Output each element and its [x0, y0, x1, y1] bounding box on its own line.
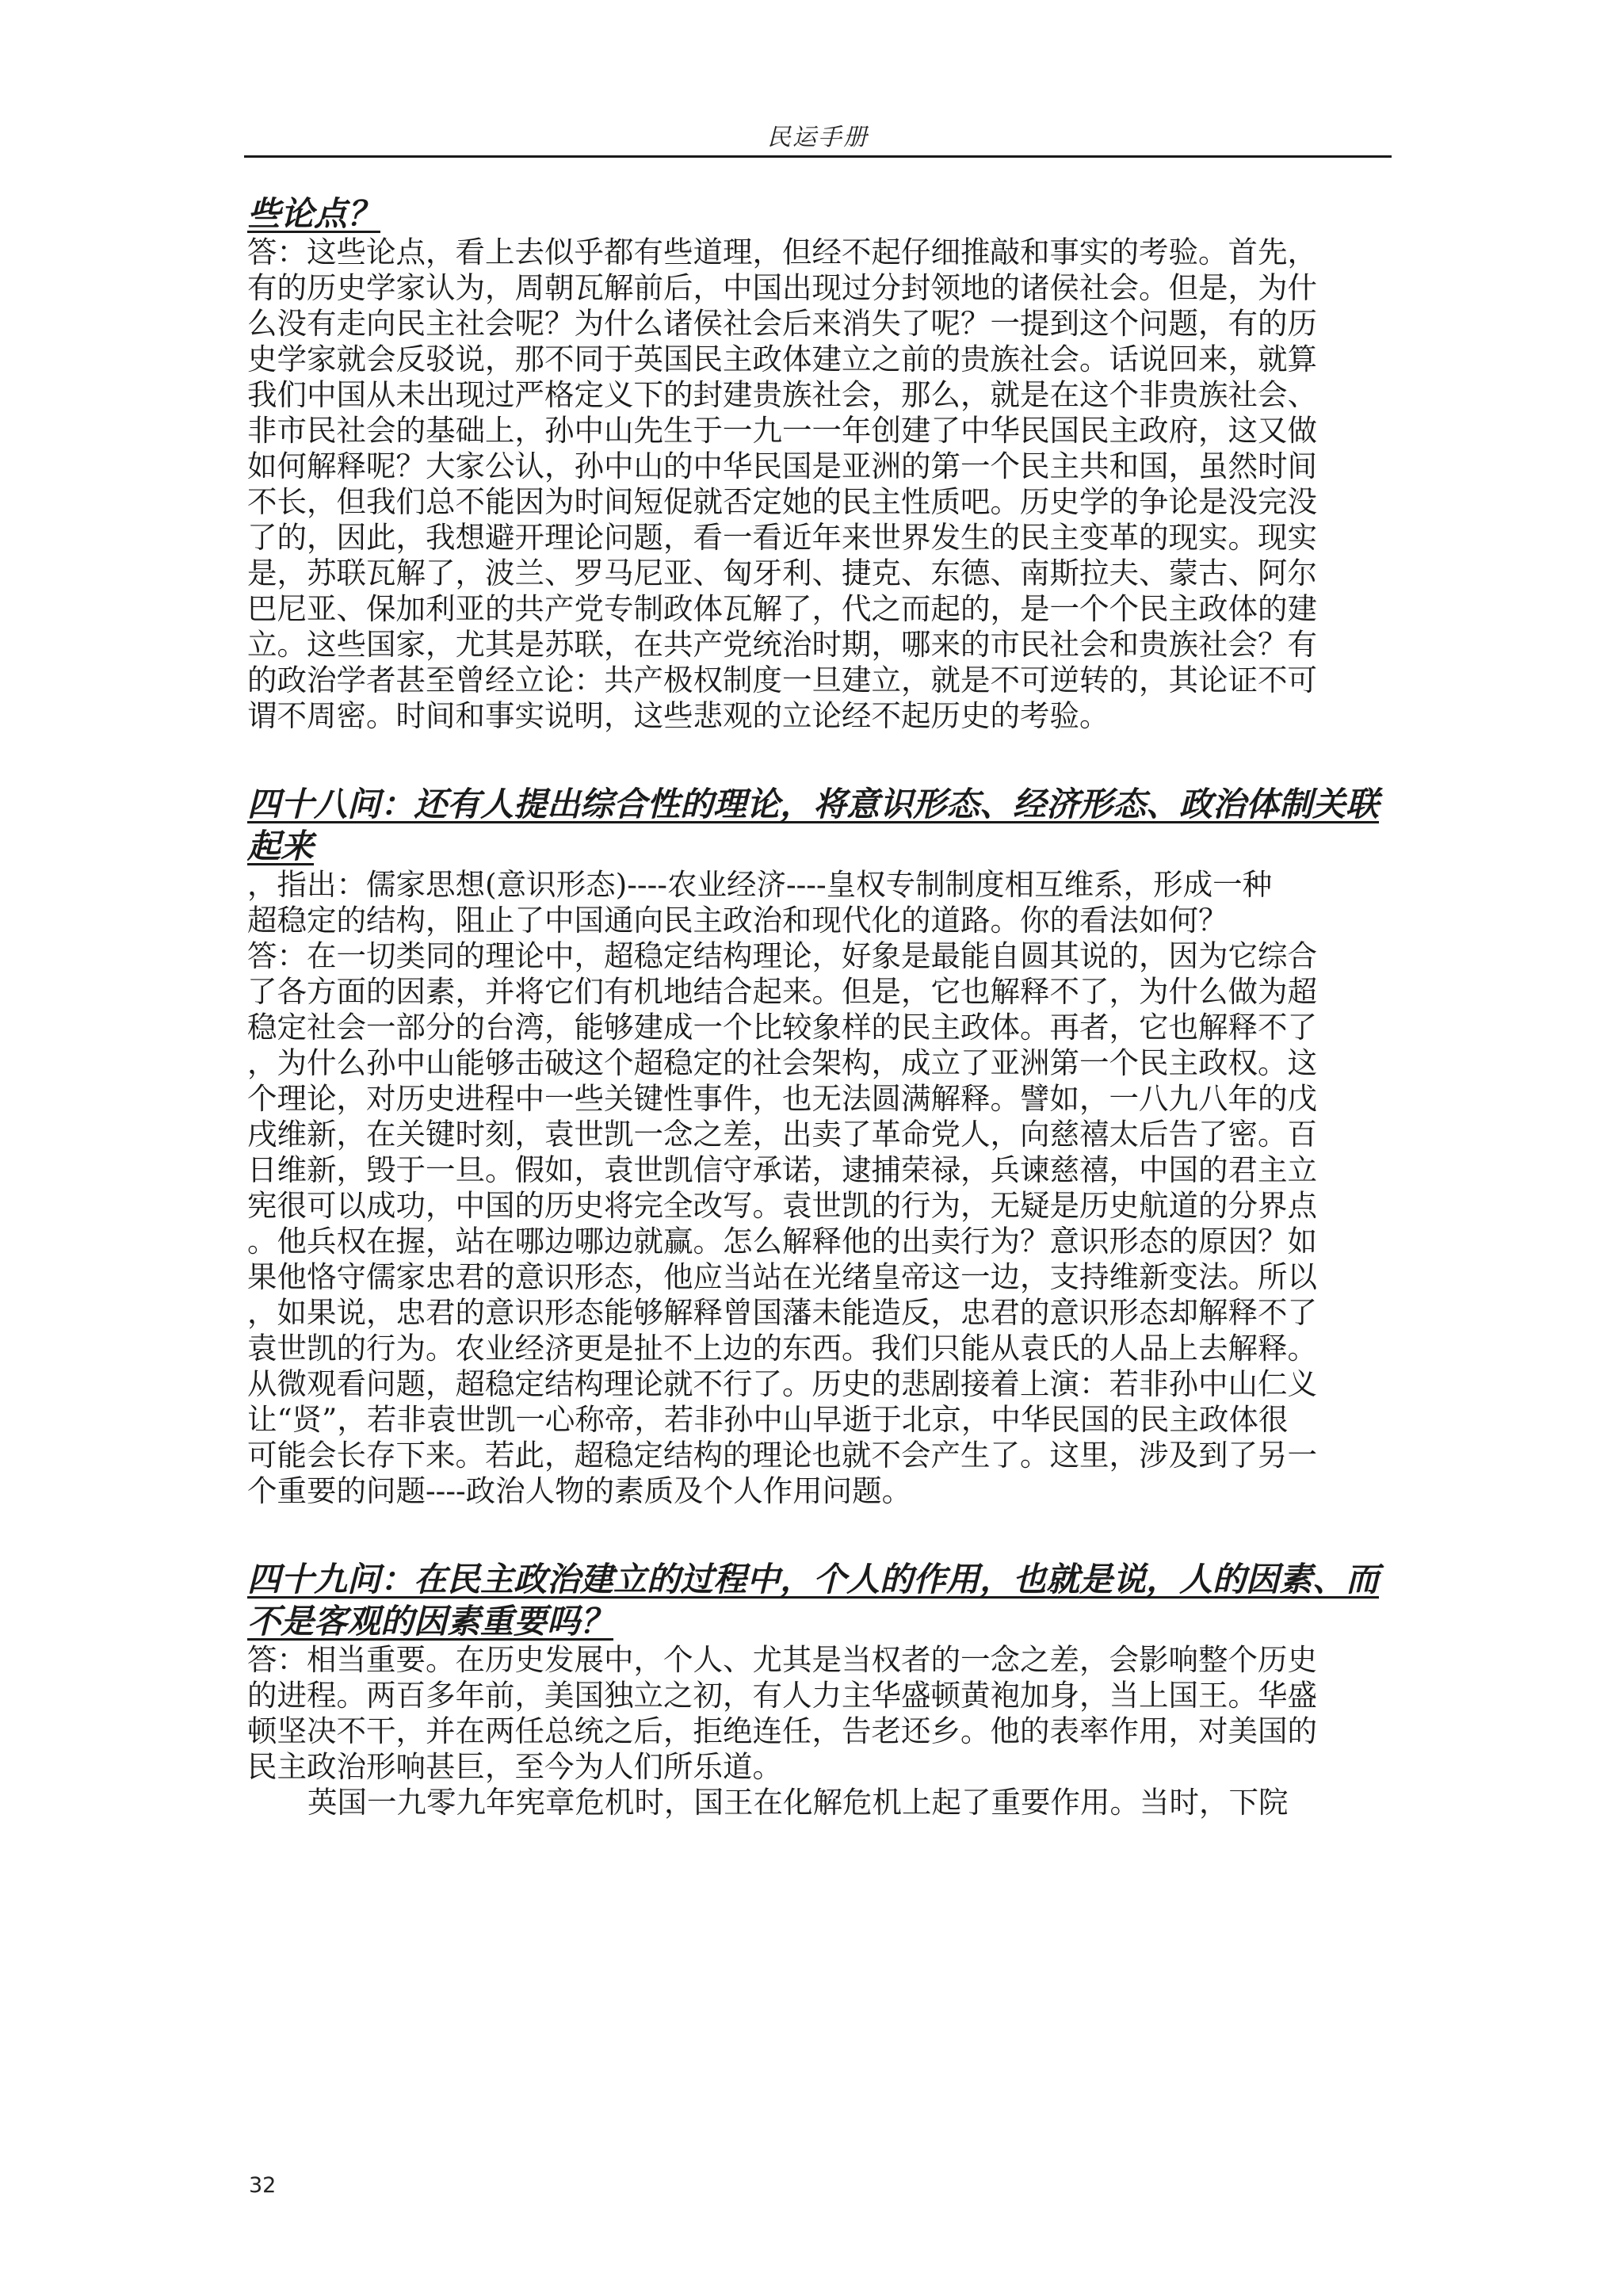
text-line: 。他兵权在握，站在哪边哪边就赢。怎么解释他的出卖行为？意识形态的原因？如 — [247, 1224, 1317, 1259]
text-line: 我们中国从未出现过严格定义下的封建贵族社会，那么，就是在这个非贵族社会、 — [247, 377, 1317, 412]
section-gap — [247, 1509, 1388, 1558]
text-line: 超稳定的结构，阻止了中国通向民主政治和现代化的道路。你的看法如何？ — [247, 903, 1228, 938]
qa-section — [247, 1558, 1388, 1820]
text-line: ，如果说，忠君的意识形态能够解释曾国藩未能造反，忠君的意识形态却解释不了 — [247, 1295, 1317, 1330]
text-line: 宪很可以成功，中国的历史将完全改写。袁世凯的行为，无疑是历史航道的分界点 — [247, 1188, 1317, 1223]
text-line: 史学家就会反驳说，那不同于英国民主政体建立之前的贵族社会。话说回来，就算 — [247, 342, 1317, 376]
text-line: ，为什么孙中山能够击破这个超稳定的社会架构，成立了亚洲第一个民主政权。这 — [247, 1045, 1317, 1080]
page-number: 32 — [249, 2173, 277, 2198]
text-line: 如何解释呢？大家公认，孙中山的中华民国是亚洲的第一个民主共和国，虽然时间 — [247, 449, 1317, 483]
text-line: 从微观看问题，超稳定结构理论就不行了。历史的悲剧接着上演：若非孙中山仁义 — [247, 1366, 1317, 1401]
question-heading — [247, 193, 1388, 235]
text-line: 戌维新，在关键时刻，袁世凯一念之差，出卖了革命党人，向慈禧太后告了密。百 — [247, 1117, 1317, 1152]
text-line: 谓不周密。时间和事实说明，这些悲观的立论经不起历史的考验。 — [247, 698, 1109, 733]
text-line: 的进程。两百多年前，美国独立之初，有人力主华盛顿黄袍加身，当上国王。华盛 — [247, 1678, 1317, 1713]
text-line: 答：在一切类同的理论中，超稳定结构理论，好象是最能自圆其说的，因为它综合 — [247, 938, 1317, 973]
question-heading-line: 四十九问：在民主政治建立的过程中，个人的作用，也就是说，人的因素、而 — [247, 1560, 1380, 1599]
text-line: 巴尼亚、保加利亚的共产党专制政体瓦解了，代之而起的，是一个个民主政体的建 — [247, 591, 1317, 626]
text-line: 答：相当重要。在历史发展中，个人、尤其是当权者的一念之差，会影响整个历史 — [247, 1642, 1317, 1677]
answer-paragraph — [247, 1642, 1388, 1785]
text-line: 个重要的问题----政治人物的素质及个人作用问题。 — [247, 1473, 912, 1508]
answer-paragraph — [247, 235, 1388, 734]
text-line: 英国一九零九年宪章危机时，国王在化解危机上起了重要作用。当时，下院 — [307, 1785, 1289, 1820]
header-rule — [244, 155, 1392, 158]
section-gap — [247, 734, 1388, 783]
text-line: 日维新，毁于一旦。假如，袁世凯信守承诺，逮捕荣禄，兵谏慈禧，中国的君主立 — [247, 1152, 1317, 1187]
answer-paragraph — [247, 1785, 1388, 1820]
text-line: ，指出：儒家思想(意识形态)----农业经济----皇权专制制度相互维系，形成一种 — [247, 867, 1273, 902]
text-line: 非市民社会的基础上，孙中山先生于一九一一年创建了中华民国民主政府，这又做 — [247, 413, 1317, 448]
qa-section — [247, 783, 1388, 1509]
text-line: 民主政治形响甚巨，至今为人们所乐道。 — [247, 1749, 782, 1784]
text-line: 果他恪守儒家忠君的意识形态，他应当站在光绪皇帝这一边，支持维新变法。所以 — [247, 1259, 1317, 1294]
running-header-title: 民运手册 — [767, 124, 869, 151]
text-line: 袁世凯的行为。农业经济更是扯不上边的东西。我们只能从袁氏的人品上去解释。 — [247, 1331, 1317, 1366]
text-line: 不长，但我们总不能因为时间短促就否定她的民主性质吧。历史学的争论是没完没 — [247, 484, 1317, 519]
answer-paragraph — [247, 867, 1388, 1509]
question-heading-line: 不是客观的因素重要吗？ — [247, 1602, 614, 1641]
text-line: 的政治学者甚至曾经立论：共产极权制度一旦建立，就是不可逆转的，其论证不可 — [247, 663, 1317, 697]
question-heading-line: 四十八问：还有人提出综合性的理论，将意识形态、经济形态、政治体制关联 — [247, 785, 1380, 823]
text-line: 了的，因此，我想避开理论问题，看一看近年来世界发生的民主变革的现实。现实 — [247, 520, 1317, 555]
text-line: 顿坚决不干，并在两任总统之后，拒绝连任，告老还乡。他的表率作用，对美国的 — [247, 1713, 1317, 1748]
text-line: 答：这些论点，看上去似乎都有些道理，但经不起仔细推敲和事实的考验。首先， — [247, 235, 1317, 269]
text-line: 可能会长存下来。若此，超稳定结构的理论也就不会产生了。这里，涉及到了另一 — [247, 1438, 1317, 1473]
text-line: 么没有走向民主社会呢？为什么诸侯社会后来消失了呢？一提到这个问题，有的历 — [247, 306, 1317, 341]
question-heading — [247, 783, 1388, 867]
text-line: 立。这些国家，尤其是苏联，在共产党统治时期，哪来的市民社会和贵族社会？有 — [247, 627, 1317, 662]
text-line: 个理论，对历史进程中一些关键性事件，也无法圆满解释。譬如，一八九八年的戊 — [247, 1081, 1317, 1116]
text-line: 稳定社会一部分的台湾，能够建成一个比较象样的民主政体。再者，它也解释不了 — [247, 1010, 1317, 1045]
qa-section — [247, 193, 1388, 734]
text-line: 是，苏联瓦解了，波兰、罗马尼亚、匈牙利、捷克、东德、南斯拉夫、蒙古、阿尔 — [247, 556, 1317, 590]
text-line: 让“贤”，若非袁世凯一心称帝，若非孙中山早逝于北京，中华民国的民主政体很 — [247, 1402, 1289, 1437]
page-body — [247, 193, 1388, 1820]
text-line: 了各方面的因素，并将它们有机地结合起来。但是，它也解释不了，为什么做为超 — [247, 974, 1317, 1009]
text-line: 有的历史学家认为，周朝瓦解前后，中国出现过分封领地的诸侯社会。但是，为什 — [247, 270, 1317, 305]
question-heading-line: 些论点？ — [247, 194, 381, 233]
question-heading — [247, 1558, 1388, 1642]
question-heading-line: 起来 — [247, 827, 315, 865]
